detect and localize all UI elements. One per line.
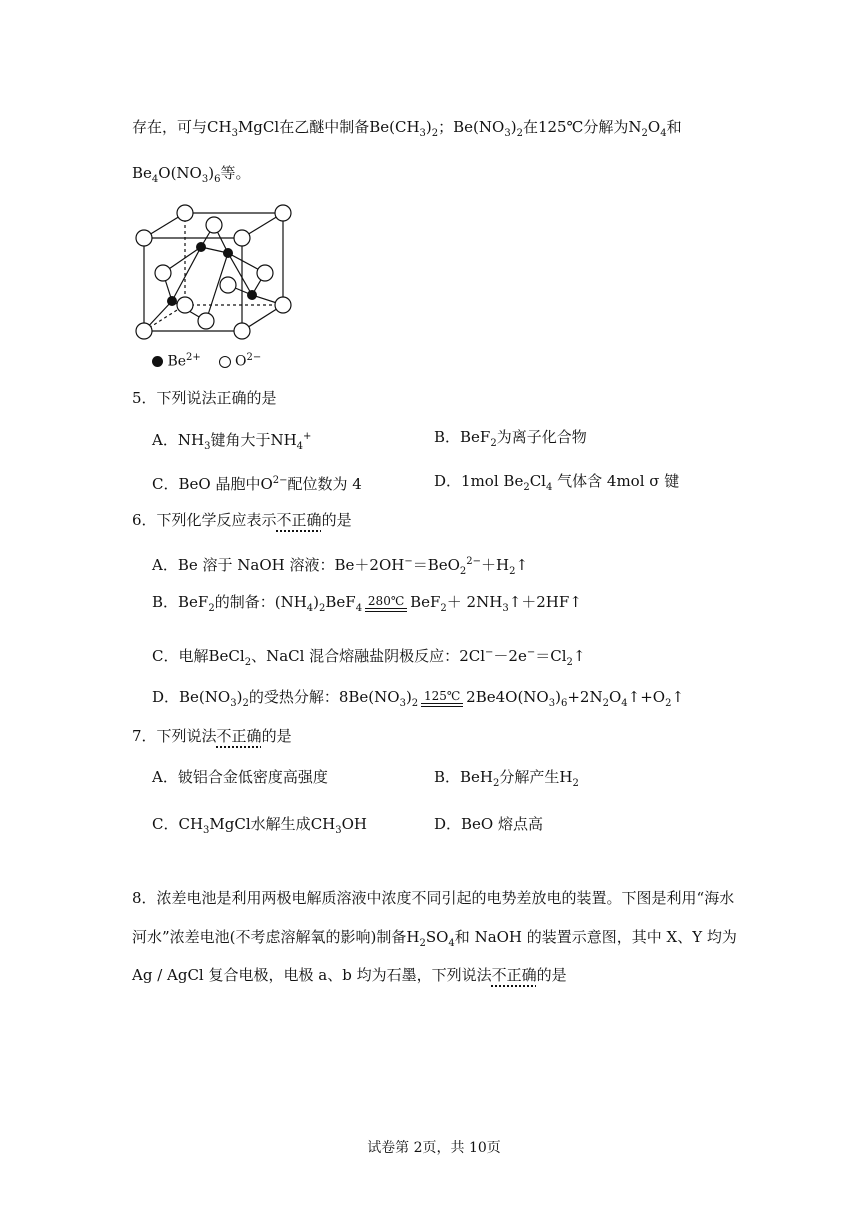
superscript: 2− — [272, 475, 288, 486]
oxygen-ion — [177, 205, 193, 221]
superscript: 2+ — [186, 352, 201, 363]
subscript: 4 — [660, 128, 667, 139]
beo-unit-cell-diagram — [128, 198, 298, 348]
emphasis-text: 不正确 — [276, 511, 322, 529]
option-letter: C． — [152, 647, 179, 665]
subscript: 3 — [201, 174, 209, 185]
reaction-condition — [421, 690, 463, 707]
option-text: 1mol — [461, 472, 499, 490]
q5-option-c — [152, 471, 362, 494]
subscript: 3 — [548, 698, 556, 709]
subscript: 2 — [459, 566, 467, 577]
subscript: 2 — [641, 128, 648, 139]
option-text: 为离子化合物 — [496, 428, 587, 446]
stem-text: 的是 — [261, 727, 292, 745]
subscript: 2 — [411, 698, 419, 709]
beryllium-ion — [196, 242, 206, 252]
stem-text: 河水”浓差电池(不考虑溶解氧的影响)制备 — [132, 928, 407, 946]
q5-option-b — [434, 427, 587, 454]
formula: OH — [341, 815, 368, 833]
stem-text: 的是 — [321, 511, 352, 529]
option-letter: A． — [152, 556, 178, 574]
equation: －2e — [493, 647, 527, 665]
q7-option-b — [434, 767, 579, 794]
intro-text: 等。 — [220, 164, 251, 182]
oxygen-ion — [257, 265, 273, 281]
superscript: − — [485, 647, 494, 658]
option-text: 配位数为 4 — [287, 475, 362, 493]
bond — [172, 247, 201, 301]
equation: ↑+O — [627, 688, 666, 706]
superscript: − — [526, 647, 536, 658]
q7-option-d — [434, 814, 543, 834]
formula: Be(NO — [179, 688, 231, 706]
oxygen-ion — [136, 323, 152, 339]
formula: BeCl — [208, 647, 245, 665]
option-text: 的制备： — [214, 593, 275, 611]
equals-bar — [421, 703, 463, 707]
option-text: Be 溶于 NaOH 溶液： — [177, 556, 335, 574]
option-text: BeO 熔点高 — [461, 815, 543, 833]
stem-text: 的是 — [536, 966, 567, 984]
subscript: 6 — [560, 698, 568, 709]
formula: Be — [503, 472, 524, 490]
q8-line-3 — [132, 965, 567, 985]
filled-circle-icon — [152, 356, 163, 367]
q6-option-b — [152, 592, 582, 619]
q6-option-c — [152, 643, 585, 673]
equation: (NH — [274, 593, 307, 611]
q6-option-a — [152, 552, 528, 582]
q8-line-2 — [132, 927, 737, 954]
subscript: 2 — [572, 778, 579, 789]
subscript: 2 — [431, 128, 439, 139]
subscript: 2 — [523, 482, 530, 493]
formula: MgCl — [209, 815, 251, 833]
formula: ) — [208, 164, 215, 182]
equation: 2Be4O(NO — [466, 688, 549, 706]
oxygen-ion — [234, 230, 250, 246]
q7-stem — [132, 726, 292, 746]
formula: BeH — [460, 768, 494, 786]
stem-text: 7．下列说法 — [132, 727, 217, 745]
option-text: 铍铝合金低密度高强度 — [177, 768, 328, 786]
equation: ↑＋2HF↑ — [508, 593, 582, 611]
q5-option-a — [152, 427, 311, 457]
subscript: 2 — [244, 657, 252, 668]
option-letter: D． — [434, 815, 462, 833]
formula: CH — [310, 815, 336, 833]
option-text: 水解生成 — [250, 815, 311, 833]
subscript: 4 — [296, 441, 304, 452]
oxygen-ion — [136, 230, 152, 246]
equation: ) — [555, 688, 561, 706]
equation: Be＋2OH — [334, 556, 405, 574]
subscript: 3 — [204, 441, 211, 452]
subscript: 3 — [419, 128, 426, 139]
intro-text: 和 — [666, 118, 682, 136]
q7-option-a — [152, 767, 328, 787]
oxygen-ion — [155, 265, 171, 281]
q6-stem — [132, 510, 352, 530]
emphasis-text: 不正确 — [216, 727, 262, 745]
stem-text: Ag / AgCl 复合电极，电极 a、b 均为石墨，下列说法 — [132, 966, 492, 984]
subscript: 3 — [335, 825, 342, 836]
formula: ) — [236, 688, 243, 706]
formula: O — [260, 475, 273, 493]
intro-text: 在乙醚中制备 — [279, 118, 370, 136]
option-letter: C． — [152, 475, 179, 493]
equation: O — [608, 688, 622, 706]
condition-text: 280℃ — [367, 593, 405, 608]
formula: Cl — [529, 472, 546, 490]
intro-line-1 — [132, 117, 682, 144]
subscript: 4 — [448, 938, 455, 949]
formula: O — [647, 118, 661, 136]
option-text: 气体含 4mol σ 键 — [557, 472, 680, 490]
equation: ↑ — [671, 688, 685, 706]
formula: NH — [270, 431, 297, 449]
equation: 2Cl — [459, 647, 486, 665]
formula: Be — [132, 164, 152, 182]
option-letter: D． — [434, 472, 462, 490]
subscript: 4 — [306, 603, 314, 614]
emphasis-text: 不正确 — [491, 966, 537, 984]
superscript: 2− — [246, 352, 262, 363]
formula: N — [628, 118, 642, 136]
formula: ) — [425, 118, 432, 136]
q5-stem: 5．下列说法正确的是 — [132, 389, 277, 407]
page-footer: 试卷第 2页，共 10页 — [367, 1140, 501, 1156]
subscript: 2 — [493, 778, 500, 789]
equation: 8Be(NO — [338, 688, 400, 706]
formula: MgCl — [237, 118, 280, 136]
intro-text: ； — [438, 118, 454, 136]
formula: ) — [510, 118, 517, 136]
formula: O(NO — [158, 164, 202, 182]
beryllium-ion — [247, 290, 257, 300]
option-letter: A． — [152, 768, 178, 786]
diagram-legend — [152, 352, 261, 370]
equals-bar — [365, 608, 407, 612]
option-text: 键角大于 — [210, 431, 271, 449]
q8-line-1: 8．浓差电池是利用两极电解质溶液中浓度不同引起的电势差放电的装置。下图是利用“海水 — [132, 889, 735, 907]
hollow-circle-icon — [219, 356, 231, 368]
oxygen-ion — [198, 313, 214, 329]
stem-text: 和 NaOH 的装置示意图，其中 X、Y 均为 — [454, 928, 737, 946]
equation: ↑ — [572, 647, 586, 665]
equation: ) — [405, 688, 412, 706]
equation: ＋ 2NH — [446, 593, 503, 611]
oxygen-ion — [275, 205, 291, 221]
formula: H — [406, 928, 420, 946]
subscript: 3 — [502, 603, 509, 614]
equation: ＝Cl — [535, 647, 567, 665]
formula: CH — [178, 815, 204, 833]
condition-text: 125℃ — [424, 688, 461, 703]
subscript: 2 — [602, 698, 609, 709]
equation: ) — [313, 593, 320, 611]
subscript: 2 — [566, 657, 573, 668]
reaction-condition — [365, 595, 407, 612]
option-letter: B． — [434, 428, 461, 446]
subscript: 2 — [490, 438, 497, 449]
option-letter: C． — [152, 815, 179, 833]
subscript: 3 — [399, 698, 406, 709]
option-text: 电解 — [178, 647, 209, 665]
q6-option-d — [152, 687, 684, 714]
intro-text: 存在，可与 — [132, 118, 208, 136]
subscript: 2 — [516, 128, 523, 139]
subscript: 6 — [214, 174, 221, 185]
formula: Be(NO — [453, 118, 505, 136]
subscript: 4 — [355, 603, 363, 614]
oxygen-ion — [234, 323, 250, 339]
subscript: 3 — [504, 128, 511, 139]
equation: ↑ — [515, 556, 529, 574]
oxygen-ion — [275, 297, 291, 313]
legend-label: O — [235, 353, 247, 370]
subscript: 3 — [231, 128, 238, 139]
subscript: 2 — [665, 698, 672, 709]
subscript: 4 — [151, 174, 159, 185]
beryllium-ion — [223, 248, 233, 258]
option-letter: D． — [152, 688, 180, 706]
intro-line-2 — [132, 163, 250, 190]
stem-text: 6．下列化学反应表示 — [132, 511, 277, 529]
formula: NH — [177, 431, 205, 449]
subscript: 2 — [242, 698, 249, 709]
legend-label: Be — [167, 353, 187, 370]
subscript: 2 — [509, 566, 516, 577]
formula: CH — [207, 118, 232, 136]
option-text: BeO 晶胞中 — [178, 475, 261, 493]
q7-option-c — [152, 814, 367, 841]
equation: BeF — [410, 593, 441, 611]
equation: +2N — [567, 688, 603, 706]
oxygen-ion — [177, 297, 193, 313]
q5-option-d — [434, 471, 679, 498]
formula: Be(CH — [369, 118, 420, 136]
subscript: 4 — [621, 698, 628, 709]
superscript: + — [303, 431, 312, 442]
option-letter: A． — [152, 431, 178, 449]
option-letter: B． — [434, 768, 461, 786]
subscript: 3 — [203, 825, 210, 836]
option-text: 分解产生 — [499, 768, 560, 786]
formula: SO — [425, 928, 449, 946]
option-letter: B． — [152, 593, 179, 611]
subscript: 4 — [545, 482, 553, 493]
option-text: 的受热分解： — [248, 688, 339, 706]
subscript: 2 — [208, 603, 215, 614]
superscript: 2− — [466, 556, 482, 567]
oxygen-ion — [206, 217, 222, 233]
superscript: − — [404, 556, 413, 567]
intro-text: 在125℃分解为 — [522, 118, 629, 136]
option-text: 、NaCl 混合熔融盐阴极反应： — [251, 647, 460, 665]
subscript: 2 — [319, 603, 326, 614]
subscript: 2 — [419, 938, 426, 949]
subscript: 2 — [440, 603, 447, 614]
equation: BeF — [325, 593, 356, 611]
beryllium-ion — [167, 296, 177, 306]
formula: BeF — [178, 593, 209, 611]
formula: BeF — [460, 428, 491, 446]
equation: ＋H — [481, 556, 510, 574]
equation: ＝BeO — [412, 556, 460, 574]
subscript: 3 — [230, 698, 237, 709]
formula: H — [559, 768, 573, 786]
oxygen-ion — [220, 277, 236, 293]
